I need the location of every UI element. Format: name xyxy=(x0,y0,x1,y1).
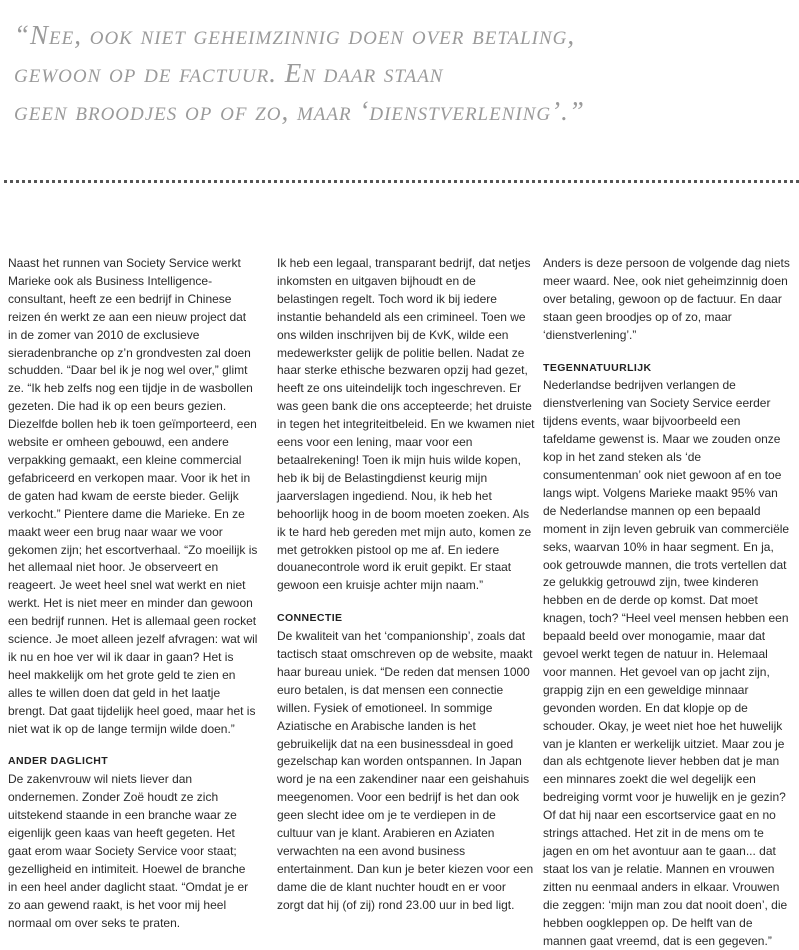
text-column-2 xyxy=(277,255,535,915)
dotted-divider xyxy=(4,180,799,183)
section-heading-connectie: CONNECTIE xyxy=(277,612,343,625)
pull-quote-line-3: geen broodjes op of zo, maar ‘dienstverlening’.” xyxy=(14,96,585,126)
column-1-paragraph-2: De zakenvrouw wil niets liever dan ondernemen. Zonder Zoë houdt ze zich uitstekend staande in een branche waar ze eigenlijk geen kaas van heeft gegeten. Het gaat erom waar Society Service voor staat; gezelligheid en intimiteit. Hoewel de branche in een heel ander daglicht staat. “Omdat je er zo aan gewend raakt, is het voor mij heel normaal om over seks te praten. xyxy=(8,772,249,930)
section-heading-ander-daglicht: ANDER DAGLICHT xyxy=(8,755,109,768)
column-1-paragraph-1: Naast het runnen van Society Service werkt Marieke ook als Business Intelligence-consultant, heeft ze een bedrijf in Chinese reizen én werkt ze aan een nieuw project dat in de zomer van 2010 de exclusieve sieradenbranche op z’n grondvesten zal doen schudden. “Daar bel ik je nog wel over,” glimt ze. “Ik heb zelfs nog een tijdje in de wasbollen gezeten. Die had ik op een beurs gezien. Diezelfde bollen heb ik toen geïmporteerd, een website er omheen gebouwd, een andere verpakking gemaakt, een kleine commercial gefabriceerd en verkopen maar. Voor ik het in de gaten had kwam de eerste bieder. Gelijk verkocht.” Pientere dame die Marieke. En ze maakt weer een brug naar waar we voor gekomen zijn; het escortverhaal. “Zo moeilijk is het allemaal niet hoor. Je observeert en reageert. Je weet heel snel wat werkt en niet werkt. Het is niet meer en minder dan gewoon een bedrijf runnen. Het is allemaal geen rocket science. Je moet alleen jezelf afvragen: wat wil ik nu en hoe ver wil ik daar in gaan? Het is heel makkelijk om het grote geld te zien en alles te willen doen dat geld in het laatje brengt. Dat gaat tijdelijk heel goed, maar het is niet wat ik op de lange termijn wilde doen.” xyxy=(8,256,258,736)
pull-quote-line-1: “Nee, ook niet geheimzinnig doen over betaling, xyxy=(14,20,576,50)
pull-quote-line-2: gewoon op de factuur. En daar staan xyxy=(14,58,444,88)
text-column-3 xyxy=(543,255,793,950)
text-column-1 xyxy=(8,255,258,933)
column-3-paragraph-2: Nederlandse bedrijven verlangen de dienstverlening van Society Service eerder tijdens events, waar bijvoorbeeld een tafeldame gewenst is. Maar we zouden onze kop in het zand steken als ‘de consumentenman’ ook niet gewoon af en toe langs wipt. Volgens Marieke maakt 95% van de Nederlandse mannen op een bepaald moment in zijn leven gebruik van commerciële seks, waarvan 10% in haar segment. En ja, ook getrouwde mannen, die trots vertellen dat ze gelukkig getrouwd zijn, twee kinderen hebben en de derde op komst. Dat moet knagen, toch? “Heel veel mensen hebben een bepaald beeld over monogamie, maar dat gevoel werkt tegen de natuur in. Helemaal voor mannen. Het gevoel van op jacht zijn, grappig zijn en een geweldige minnaar gevonden worden. En dat klopje op de schouder. Okay, je weet niet hoe het huwelijk van je klanten er werkelijk uitziet. Maar zou je dan als echtgenote liever hebben dat je man een minnares zoekt die wel degelijk een bedreiging vormt voor je huwelijk en je gezin? Of dat hij naar een escortservice gaat en no strings attached. Het zit in de mens om te jagen en om het avontuur aan te gaan... dat staat los van je relatie. Mannen en vrouwen zitten nu eenmaal anders in elkaar. Vrouwen die zeggen: ‘mijn man zou dat nooit doen’, die hebben oogkleppen op. De helft van de mannen gaat vreemd, dat is een gegeven.” xyxy=(543,378,790,948)
column-2-paragraph-2: De kwaliteit van het ‘companionship’, zoals dat tactisch staat omschreven op de website, maakt haar bureau uniek. “De reden dat mensen 1000 euro betalen, is dat mensen een connectie willen. Fysiek of emotioneel. In sommige Aziatische en Arabische landen is het gebruikelijk dat na een businessdeal in goed gezelschap kan worden ontspannen. In Japan word je na een zakendiner naar een geishahuis meegenomen. Voor een bedrijf is het dan ook geen slecht idee om je te verdiepen in de cultuur van je klant. Arabieren en Aziaten verwachten na een avond business entertainment. Dan kun je beter kiezen voor een dame die de klant nuchter houdt en er voor zorgt dat hij (of zij) rond 23.00 uur in bed ligt. xyxy=(277,629,534,912)
pull-quote xyxy=(14,16,784,130)
column-2-paragraph-1: Ik heb een legaal, transparant bedrijf, dat netjes inkomsten en uitgaven bijhoudt en de belastingen regelt. Toch word ik bij iedere instantie behandeld als een crimineel. Toen we ons wilden inschrijven bij de KvK, wilde een medewerkster gelijk de politie bellen. Nadat ze haar sterke ethische bezwaren opzij had gezet, heeft ze ons uiteindelijk toch ingeschreven. Er was geen bank die ons accepteerde; het druiste in tegen het integriteitbeleid. En we kwamen niet eens voor een lening, maar voor een betaalrekening! Toen ik mijn huis wilde kopen, heb ik bij de Belastingdienst keurig mijn jaarverslagen ingediend. Nou, ik heb het behoorlijk hoog in de boom moeten zoeken. Als ik te hard heb gereden met mijn auto, komen ze met getrokken pistool op me af. En iedere douanecontrole word ik eruit gepikt. Er staat gewoon een kruisje achter mijn naam.” xyxy=(277,256,535,593)
section-heading-tegennatuurlijk: TEGENNATUURLIJK xyxy=(543,361,652,374)
column-3-paragraph-1: Anders is deze persoon de volgende dag niets meer waard. Nee, ook niet geheimzinnig doen over betaling, gewoon op de factuur. En daar staan geen broodjes op of zo, maar ‘dienstverlening’.” xyxy=(543,256,790,342)
